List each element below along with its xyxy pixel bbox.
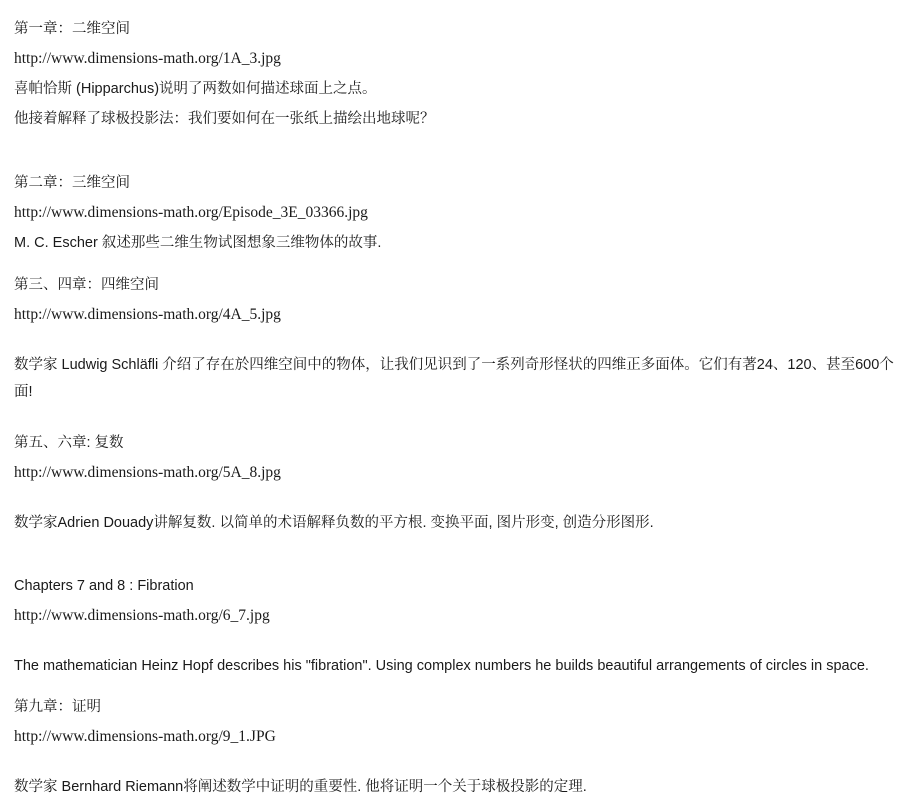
section-heading: 第一章：二维空间: [14, 21, 130, 37]
section-paragraph: 他接着解释了球极投影法：我们要如何在一张纸上描绘出地球呢？: [14, 111, 435, 127]
section-heading: 第三、四章：四维空间: [14, 277, 159, 293]
section-chapter-7-8: [14, 571, 902, 680]
section-heading: 第九章：证明: [14, 699, 101, 715]
section-paragraph: 数学家 Bernhard Riemann将阐述数学中证明的重要性. 他将证明一个关于球极投影的定理.: [14, 779, 587, 795]
section-heading: 第二章：三维空间: [14, 175, 130, 191]
section-spacer: [14, 134, 902, 168]
section-spacer: [14, 406, 902, 428]
section-chapter-9: [14, 692, 902, 801]
section-paragraph: 数学家Adrien Douady讲解复数. 以简单的术语解释负数的平方根. 变换平面, 图片形变, 创造分形图形.: [14, 515, 654, 531]
paragraph-spacer: [14, 488, 902, 510]
section-paragraph: 喜帕恰斯 (Hipparchus)说明了两数如何描述球面上之点。: [14, 81, 377, 97]
section-image-url[interactable]: http://www.dimensions-math.org/Episode_3E_03366.jpg: [14, 204, 368, 221]
paragraph-spacer: [14, 330, 902, 352]
section-chapter-3-4: [14, 270, 902, 406]
section-paragraph: 数学家 Ludwig Schläfli 介绍了存在於四维空间中的物体，让我们见识到了一系列奇形怪状的四维正多面体。它们有著24、120、甚至600个面!: [14, 357, 894, 400]
section-spacer: [14, 680, 902, 692]
section-paragraph: M. C. Escher 叙述那些二维生物试图想象三维物体的故事.: [14, 235, 382, 251]
section-heading: Chapters 7 and 8 : Fibration: [14, 578, 194, 594]
section-chapter-2: [14, 168, 902, 258]
section-heading: 第五、六章: 复数: [14, 435, 124, 451]
section-image-url[interactable]: http://www.dimensions-math.org/1A_3.jpg: [14, 50, 281, 67]
section-image-url[interactable]: http://www.dimensions-math.org/6_7.jpg: [14, 607, 270, 624]
paragraph-spacer: [14, 752, 902, 774]
section-spacer: [14, 258, 902, 270]
paragraph-spacer: [14, 631, 902, 653]
section-chapter-1: [14, 14, 902, 134]
section-paragraph: The mathematician Heinz Hopf describes his "fibration". Using complex numbers he builds beautiful arrangements of circles in space.: [14, 658, 869, 674]
section-chapter-5-6: [14, 428, 902, 537]
section-spacer: [14, 537, 902, 571]
section-image-url[interactable]: http://www.dimensions-math.org/5A_8.jpg: [14, 464, 281, 481]
section-image-url[interactable]: http://www.dimensions-math.org/4A_5.jpg: [14, 306, 281, 323]
section-image-url[interactable]: http://www.dimensions-math.org/9_1.JPG: [14, 728, 276, 745]
